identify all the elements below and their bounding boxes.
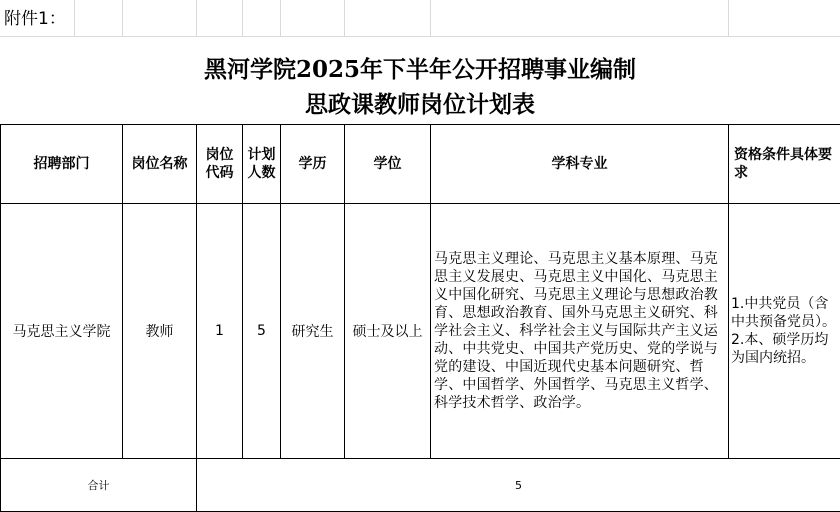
- grid-line: [74, 0, 75, 36]
- total-value: 5: [197, 459, 840, 512]
- attachment-label: 附件1：: [4, 4, 66, 29]
- cell-position: 教师: [123, 204, 197, 459]
- page-title-line1: 黑河学院2025年下半年公开招聘事业编制: [0, 51, 840, 84]
- header-education: 学历: [281, 125, 345, 204]
- header-position: 岗位名称: [123, 125, 197, 204]
- qualification-item-1: 1.中共党员（含中共预备党员）。: [731, 295, 838, 331]
- header-count: 计划人数: [243, 125, 281, 204]
- grid-line: [344, 0, 345, 36]
- cell-code: 1: [197, 204, 243, 459]
- cell-count: 5: [243, 204, 281, 459]
- table-row: [1, 204, 840, 459]
- cell-dept: 马克思主义学院: [1, 204, 123, 459]
- recruitment-plan-table: [0, 124, 840, 512]
- header-dept: 招聘部门: [1, 125, 123, 204]
- grid-line: [430, 0, 431, 36]
- cell-qualification: [729, 204, 840, 459]
- grid-line: [196, 0, 197, 36]
- cell-education: 研究生: [281, 204, 345, 459]
- cell-major: 马克思主义理论、马克思主义基本原理、马克思主义发展史、马克思主义中国化、马克思主义中国化研究、马克思主义理论与思想政治教育、思想政治教育、国外马克思主义研究、科学社会主义、科学社会主义与国际共产主义运动、中共党史、中国共产党历史、党的学说与党的建设、中国近现代史基本问题研究、哲学、中国哲学、外国哲学、马克思主义哲学、科学技术哲学、政治学。: [431, 204, 729, 459]
- qualification-item-2: 2.本、硕学历均为国内统招。: [731, 331, 838, 367]
- total-row: [1, 459, 840, 512]
- table-header-row: [1, 125, 840, 204]
- cell-degree: 硕士及以上: [345, 204, 431, 459]
- header-qualification: 资格条件具体要求: [729, 125, 840, 204]
- grid-line: [0, 36, 840, 37]
- grid-line: [122, 0, 123, 36]
- header-major: 学科专业: [431, 125, 729, 204]
- grid-line: [242, 0, 243, 36]
- page-title-line2: 思政课教师岗位计划表: [0, 86, 840, 119]
- total-label: 合计: [1, 459, 197, 512]
- header-degree: 学位: [345, 125, 431, 204]
- grid-line: [280, 0, 281, 36]
- grid-line: [728, 0, 729, 36]
- header-code: 岗位代码: [197, 125, 243, 204]
